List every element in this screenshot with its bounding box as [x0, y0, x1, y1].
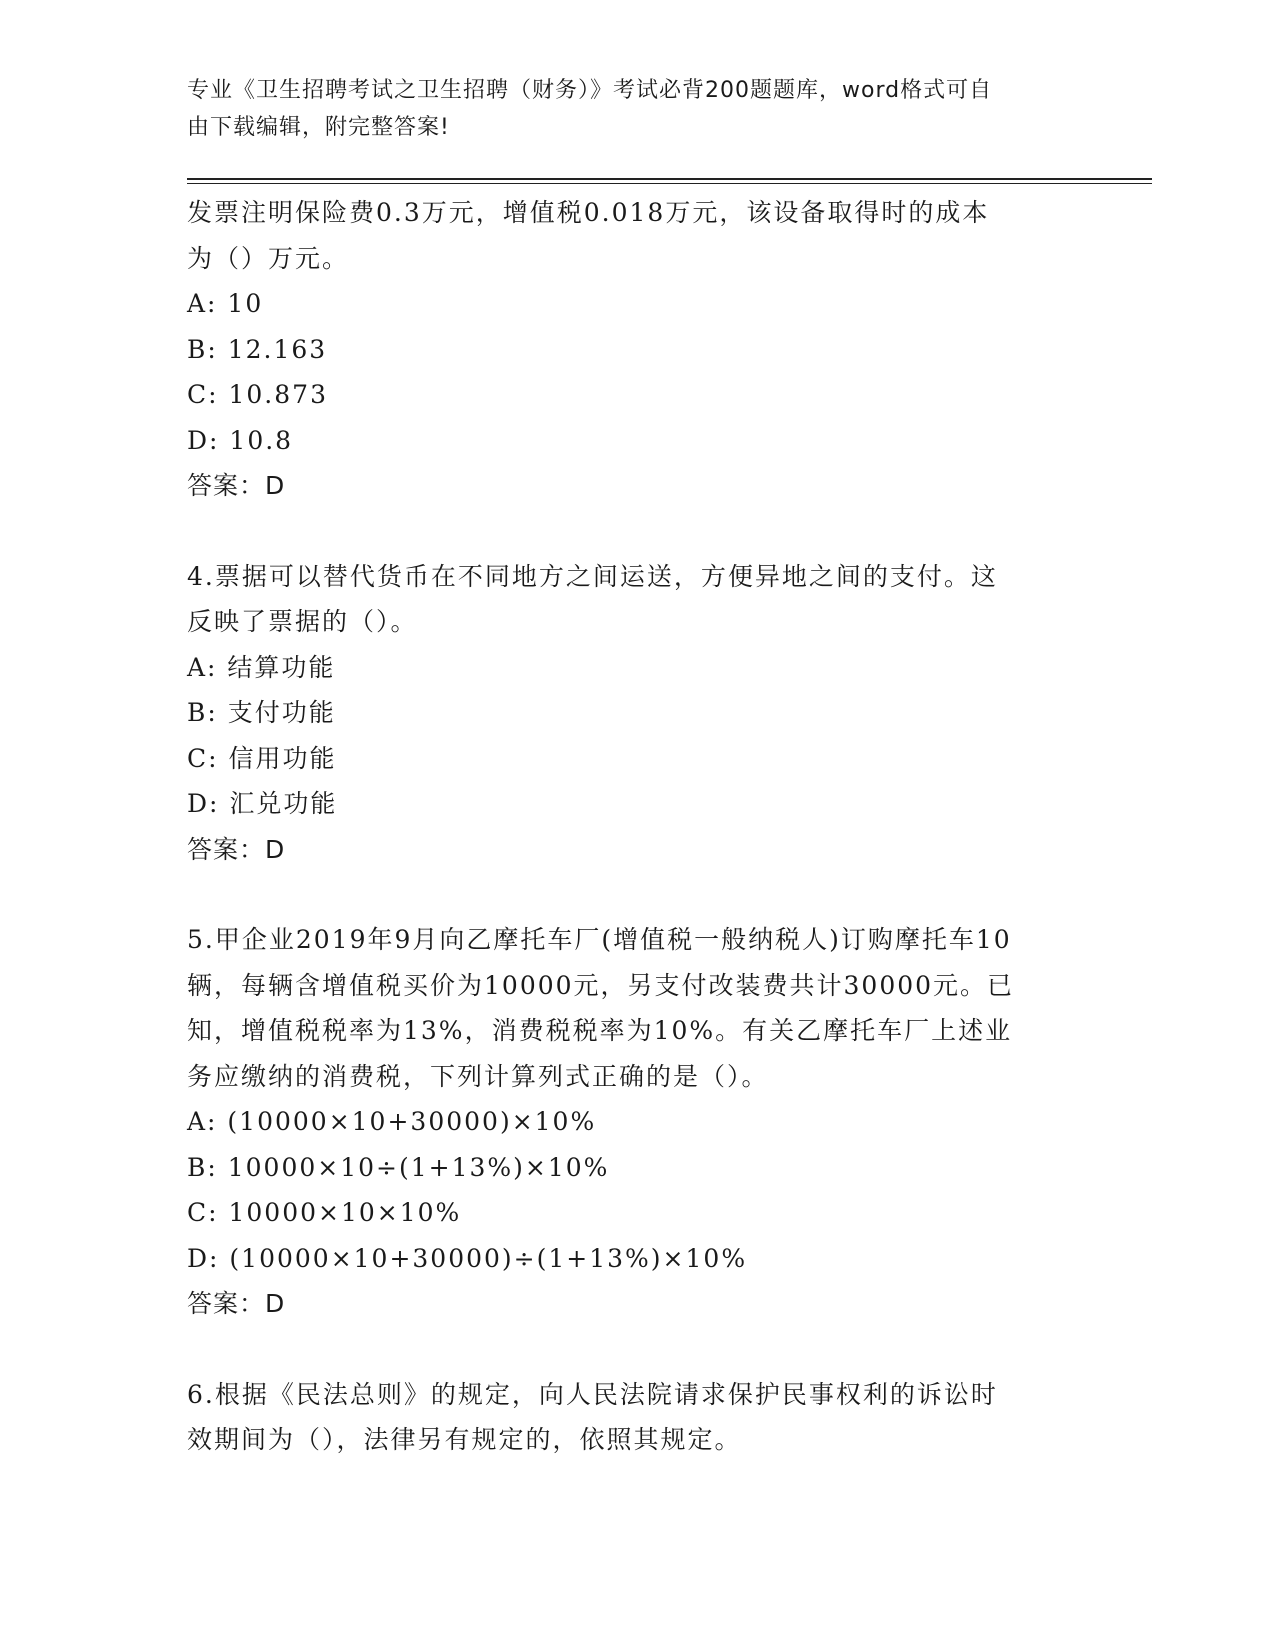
document-body	[187, 190, 1087, 1463]
option-b: B: 支付功能	[187, 698, 336, 727]
option-c: C: 信用功能	[187, 743, 337, 773]
question-stem-line: 务应缴纳的消费税，下列计算列式正确的是（）。	[187, 1061, 769, 1091]
question-spacer	[187, 872, 1087, 917]
question-6	[187, 1372, 1087, 1463]
option-a: A: 10	[187, 289, 264, 318]
question-4	[187, 554, 1087, 873]
option-b: B: 10000×10÷(1+13%)×10%	[187, 1152, 610, 1182]
option-b: B: 12.163	[187, 334, 328, 364]
option-a: A: 结算功能	[187, 652, 336, 682]
question-stem-line: 辆，每辆含增值税买价为10000元，另支付改装费共计30000元。已	[187, 970, 1015, 1000]
option-c: C: 10000×10×10%	[187, 1198, 462, 1227]
option-c: C: 10.873	[187, 380, 328, 409]
question-spacer	[187, 509, 1087, 554]
header-divider-thin	[187, 183, 1152, 184]
question-3	[187, 190, 1087, 509]
answer-line: 答案：D	[187, 1289, 286, 1318]
option-d: D: (10000×10+30000)÷(1+13%)×10%	[187, 1243, 748, 1273]
question-stem-line: 为（）万元。	[187, 243, 350, 273]
option-d: D: 10.8	[187, 425, 294, 455]
question-stem-line: 6.根据《民法总则》的规定，向人民法院请求保护民事权利的诉讼时	[187, 1379, 998, 1409]
question-stem-line: 4.票据可以替代货币在不同地方之间运送，方便异地之间的支付。这	[187, 561, 998, 591]
question-stem-line: 发票注明保险费0.3万元，增值税0.018万元，该设备取得时的成本	[187, 198, 990, 227]
question-spacer	[187, 1327, 1087, 1372]
answer-line: 答案：D	[187, 834, 286, 864]
answer-line: 答案：D	[187, 471, 286, 500]
question-stem-line: 效期间为（），法律另有规定的，依照其规定。	[187, 1425, 742, 1454]
option-a: A: (10000×10+30000)×10%	[187, 1107, 597, 1136]
question-stem-line: 5.甲企业2019年9月向乙摩托车厂(增值税一般纳税人)订购摩托车10	[187, 925, 1012, 954]
question-stem-line: 知，增值税税率为13%，消费税税率为10%。有关乙摩托车厂上述业	[187, 1016, 1013, 1045]
header-divider-thick	[187, 178, 1152, 180]
document-header	[187, 72, 1067, 146]
option-d: D: 汇兑功能	[187, 789, 338, 818]
question-5	[187, 917, 1087, 1327]
question-stem-line: 反映了票据的（）。	[187, 607, 418, 636]
header-title-line-1: 专业《卫生招聘考试之卫生招聘（财务）》考试必背200题题库，word格式可自	[187, 78, 993, 103]
header-title-line-2: 由下载编辑，附完整答案!	[187, 115, 450, 140]
